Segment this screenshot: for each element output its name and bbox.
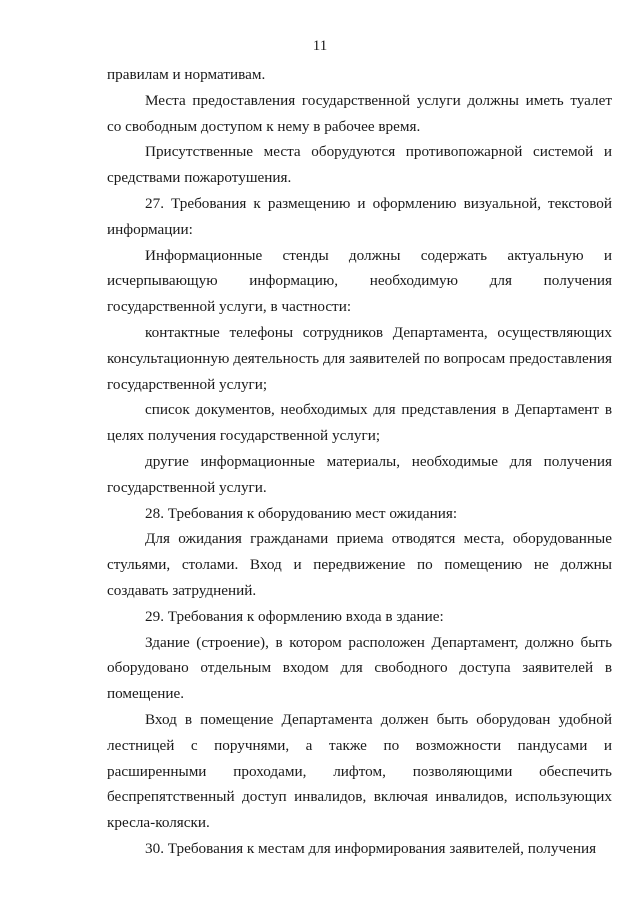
paragraph-section-27: 27. Требования к размещению и оформлению визуальной, текстовой информации: bbox=[107, 194, 612, 238]
paragraph-accessibility: Вход в помещение Департамента должен быть оборудован удобной лестницей с поручнями, а также по возможности пандусами и расширенными проходами, лифтом, позволяющими обеспечить беспрепятственный доступ инвалидов, включая инвалидов, использующих кресла-коляски. bbox=[107, 710, 612, 832]
page-number: 11 bbox=[312, 38, 328, 54]
paragraph-continuation: правилам и нормативам. bbox=[107, 66, 266, 83]
paragraph-info-stands: Информационные стенды должны содержать актуальную и исчерпывающую информацию, необходимую для получения государственной услуги, в частности: bbox=[107, 246, 612, 316]
paragraph-other-materials: другие информационные материалы, необходимые для получения государственной услуги. bbox=[107, 452, 612, 496]
paragraph-section-28: 28. Требования к оборудованию мест ожидания: bbox=[145, 504, 458, 522]
paragraph-document-list: список документов, необходимых для представления в Департамент в целях получения государственной услуги; bbox=[107, 401, 612, 445]
paragraph-section-29: 29. Требования к оформлению входа в здание: bbox=[145, 607, 444, 625]
paragraph-contact-phones: контактные телефоны сотрудников Департамента, осуществляющих консультационную деятельность для заявителей по вопросам предоставления государственной услуги; bbox=[107, 323, 612, 393]
paragraph-building-entrance: Здание (строение), в котором расположен Департамент, должно быть оборудовано отдельным входом для свободного доступа заявителей в помещение. bbox=[107, 633, 612, 703]
paragraph-fire-safety: Присутственные места оборудуются противопожарной системой и средствами пожаротушения. bbox=[107, 143, 612, 187]
document-body bbox=[107, 62, 612, 862]
paragraph-waiting-places: Для ожидания гражданами приема отводятся места, оборудованные стульями, столами. Вход и передвижение по помещению не должны создавать затруднений. bbox=[107, 530, 612, 599]
paragraph-toilet: Места предоставления государственной услуги должны иметь туалет со свободным доступом к нему в рабочее время. bbox=[107, 91, 612, 135]
paragraph-section-30: 30. Требования к местам для информирования заявителей, получения bbox=[145, 839, 597, 857]
